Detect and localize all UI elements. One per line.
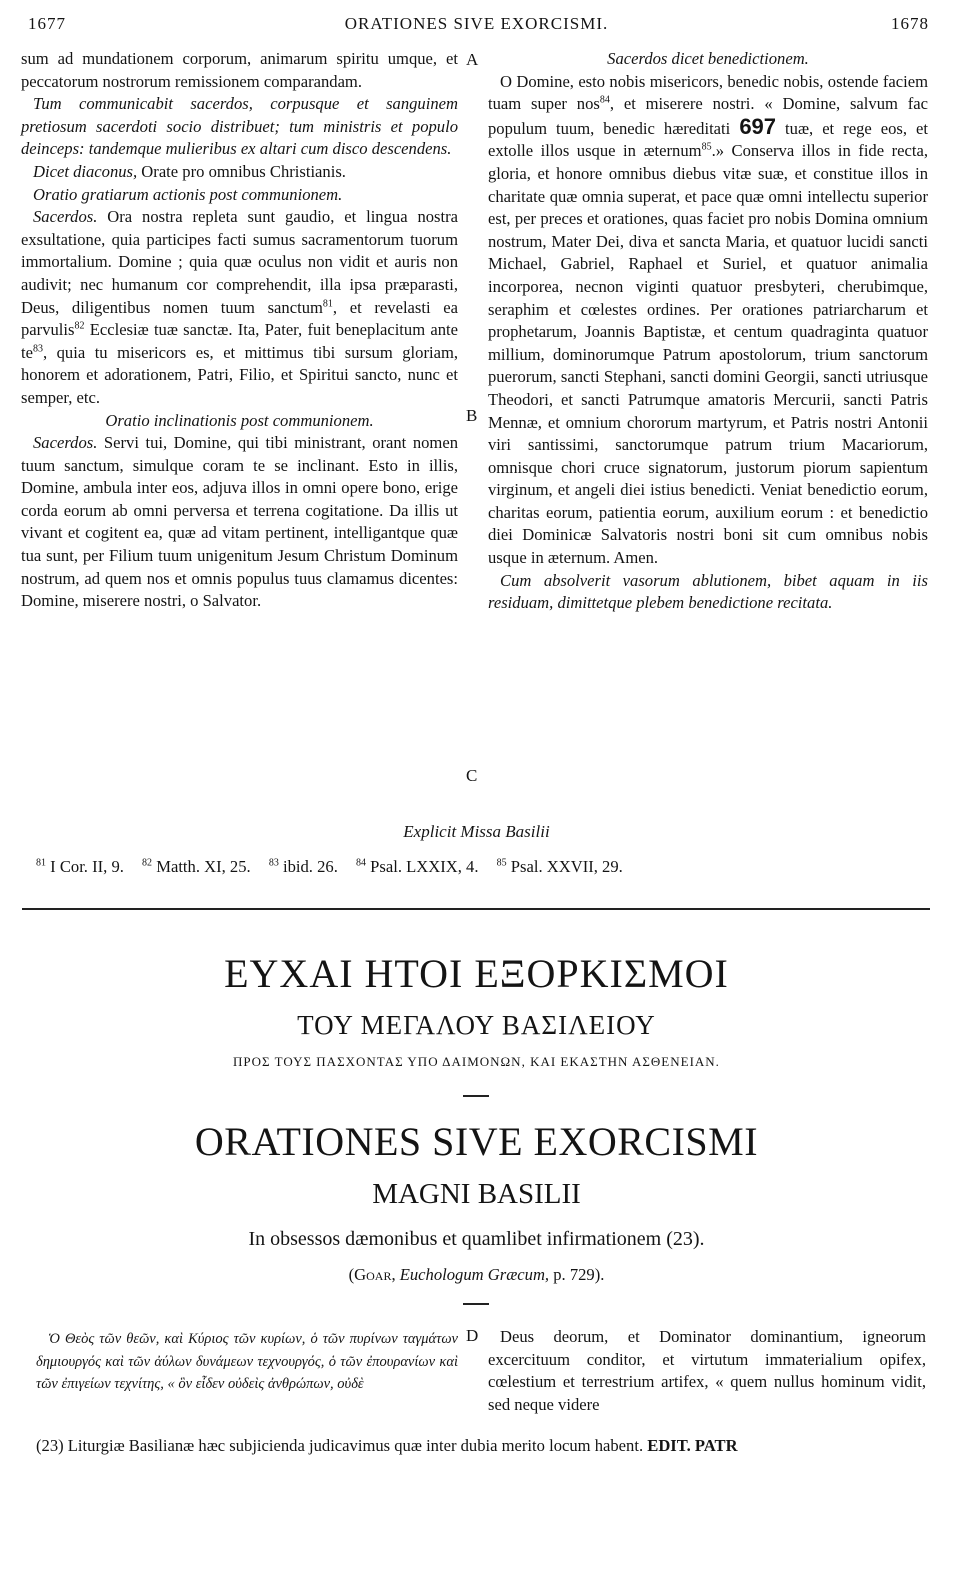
footnote-23-text: (23) Liturgiæ Basilianæ hæc subjicienda judicavimus quæ inter dubia merito locum habent. [36,1436,644,1455]
inclination-text: Servi tui, Domine, qui tibi ministrant, orant nomen tuum sanctum, simulque coram te se inclinant. Esto in illis, Domine, ambula inter eos, adjuva illos in omni opere bono, erige corda eorum ab omni perversa et terrena cogitatione. Da illis ut vivant et cogitent ea, quæ ad vitam pertinent, intelligantque quæ tua sunt, per Filium tuum unigenitum Jesum Christum Dominum nostrum, ad quem nos et omnis populus tuus clamamus dicentes: Domine, miserere nostri, o Salvator. [21,433,458,611]
column-marker-b: B [466,406,478,425]
section-divider [22,908,930,910]
footnote [269,857,338,876]
deacon-line [21,161,458,184]
footnote-number: 84 [356,857,367,869]
footnote-text: Matth. XI, 25. [152,857,251,876]
benediction-text-a: O Domine, esto nobis misericors, benedic nobis, ostende faciem tuam super nos [488,71,928,114]
greek-small-title: ΠΡΟΣ ΤΟΥΣ ΠΑΣΧΟΝΤΑΣ ΥΠΟ ΔΑΙΜΟΝΩΝ, ΚΑΙ ΕΚΑΣΤΗΝ ΑΣΘΕΝΕΙΑΝ. [233,1054,720,1069]
footnote [356,857,478,876]
benediction-text-d: .» Conserva illos in fide recta, gloria, et honore omnibus diebus vitæ suæ, et constitue illos in charitate quæ omnia superat, et pace quæ omni intellectu superior est, per preces et orationes, quas faciet pro nobis Domina omnium nostrum, Mater Dei, diva et sancta Maria, et quatuor lucidi sancti Michael, Gabriel, Raphael et Suriel, et quatuor animalia incorporea, necnon viginti quatuor presbyteri, cherubimque, seraphim et cœlestes ordines. Per orationes patriarcharum et prophetarum, Joannis Baptistæ, et centum quadraginta quatuor millium, dominorumque Patrum apostolorum, trium sanctorum puerorum, sancti Stephani, sancti domini Georgii, sancti utriusque Theodori, et sancti Patrumque amatoris Mercurii, sancti Patris Mennæ, et omnium chororum martyrum, et Patris nostri Antonii viri santissimi, sanctorumque patrum trium Macariorum, omnisque chori cruce signatorum, justorum piorum sapientum virginum, et angeli diei istius benedicti. Veniat benedictio eorum, charitas eorum, patientia eorum, auxilium eorum : et benedictio diei Dominicæ Salvatoris nostri boni sit cum omnibus nobis usque in æternum. Amen. [488,141,929,568]
note-ref-85: 85 [701,141,712,153]
greek-prayer: Ὁ Θεὸς τῶν θεῶν, καὶ Κύριος τῶν κυρίων, ὁ τῶν πυρίνων ταγμάτων δημιουργός καὶ τῶν ἀύλων δυνάμεων τεχνουργός, ὁ τῶν ἐπουρανίων καὶ τῶν ἐπιγείων τεχνίτης, « ὃν εἶδεν οὐδεὶς ἀνθρώπων, οὐδὲ [36,1331,458,1393]
column-marker-d: D [466,1326,479,1345]
prayer-text-c: Ecclesiæ tuæ sanctæ. Ita, Pater, fuit beneplacitum ante te [21,320,458,362]
source-page: p. 729). [549,1265,605,1284]
footnote-number: 85 [496,857,507,869]
prayer-text-a: Ora nostra repleta sunt gaudio, et lingua nostra exsultatione, quia participes facti sumus sacramentorum tuorum immortalium. Domine ; quia quæ oculus non vidit et auris non audivit; nec humanum cor comprehendit, illa ipsa præparasti, Deus, diligentibus nomen tuum sanctum [21,207,458,317]
footnote [142,857,251,876]
sacerdos-label: Sacerdos. [33,207,98,227]
source-paren: ( [348,1265,355,1284]
column-marker-a: A [466,50,479,69]
title-dash-2 [463,1303,489,1305]
column-marker-c: C [466,766,478,785]
rubric-communion: Tum communicabit sacerdos, corpusque et sanguinem pretiosum sacerdoti socio distribuet; tum ministris et populo deinceps: tandemque mulieribus ex altari cum disco descendens. [21,94,458,159]
page-number-right: 1678 [891,14,929,33]
footnote-text: I Cor. II, 9. [46,857,124,876]
heading-thanksgiving: Oratio gratiarum actionis post communionem. [33,184,343,204]
note-ref-82: 82 [74,320,85,332]
rubric-ablution: Cum absolverit vasorum ablutionem, bibet aquam in iis residuam, dimittetque plebem benedictione recitata. [488,570,928,613]
footnote [36,857,124,876]
title-dash-1 [463,1095,489,1097]
heading-benediction: Sacerdos dicet benedictionem. [607,49,809,68]
source-author: Goar, [354,1265,396,1284]
footnote-23 [36,1436,738,1456]
note-ref-81: 81 [322,298,333,309]
thanksgiving-prayer [21,206,458,409]
latin-subtitle: MAGNI BASILII [372,1178,581,1210]
running-title: ORATIONES SIVE EXORCISMI. [344,14,609,33]
source-title: Euchologum Græcum, [395,1265,550,1284]
footnote-text: ibid. 26. [278,857,338,876]
deacon-text: Orate pro omnibus Christianis. [137,161,346,181]
footnote-number: 82 [142,857,153,869]
explicit-line: Explicit Missa Basilii [403,822,550,841]
greek-prayer-column [36,1328,458,1396]
benediction-text-c: tuæ, et rege eos, et extolle illos usque in æternum [488,118,929,161]
greek-subtitle: ΤΟΥ ΜΕΓΑΛΟΥ ΒΑΣΙΛΕΙΟΥ [297,1010,656,1040]
left-column [21,48,458,613]
source-reference [0,1265,953,1285]
latin-main-title: ORATIONES SIVE EXORCISMI [194,1119,759,1164]
latin-prayer-column [488,1326,926,1416]
inclination-prayer [21,432,458,613]
latin-prayer: Deus deorum, et Dominator dominantium, igneorum excercituum conditor, et virtutum immaterialium opifex, cœlestium et terrestrium artifex, « quem nullus hominum vidit, sed neque videre [488,1327,926,1414]
page-number-left: 1677 [28,14,66,33]
footnote-number: 83 [268,857,279,869]
note-ref-83: 83 [32,343,43,355]
marginal-number-697: 697 [739,113,777,139]
benediction-prayer [488,71,928,570]
benediction-text-b: , et miserere nostri. « Domine, salvum fac populum tuum, benedic hæreditati [488,94,928,138]
footnote-number: 81 [36,857,46,869]
prayer-text-b: , et revelasti ea parvulis [21,297,458,340]
greek-main-title: ΕΥΧΑΙ ΗΤΟΙ ΕΞΟΡΚΙΣΜΟΙ [224,951,729,996]
prayer-text-d: , quia tu misericors es, et mittimus tibi sursum gloriam, honorem et adorationem, Patri, Filio, et Spiritui sancto, nunc et semper, etc. [21,342,458,407]
right-column [488,48,928,615]
footnote-text: Psal. LXXIX, 4. [366,857,479,876]
footnote [497,857,623,876]
footnotes [36,857,916,877]
sacerdos-label-2: Sacerdos. [33,433,98,453]
note-ref-84: 84 [599,94,610,106]
deacon-label: Dicet diaconus, [33,161,138,181]
left-paragraph-1: sum ad mundationem corporum, animarum spiritu umque, et peccatorum nostrorum remissionem comparandam. [21,49,458,91]
footnote-text: Psal. XXVII, 29. [506,857,623,876]
heading-inclination: Oratio inclinationis post communionem. [105,410,374,430]
footnote-23-signature: EDIT. PATR [643,1436,738,1455]
latin-description: In obsessos dæmonibus et quamlibet infirmationem (23). [248,1228,705,1250]
